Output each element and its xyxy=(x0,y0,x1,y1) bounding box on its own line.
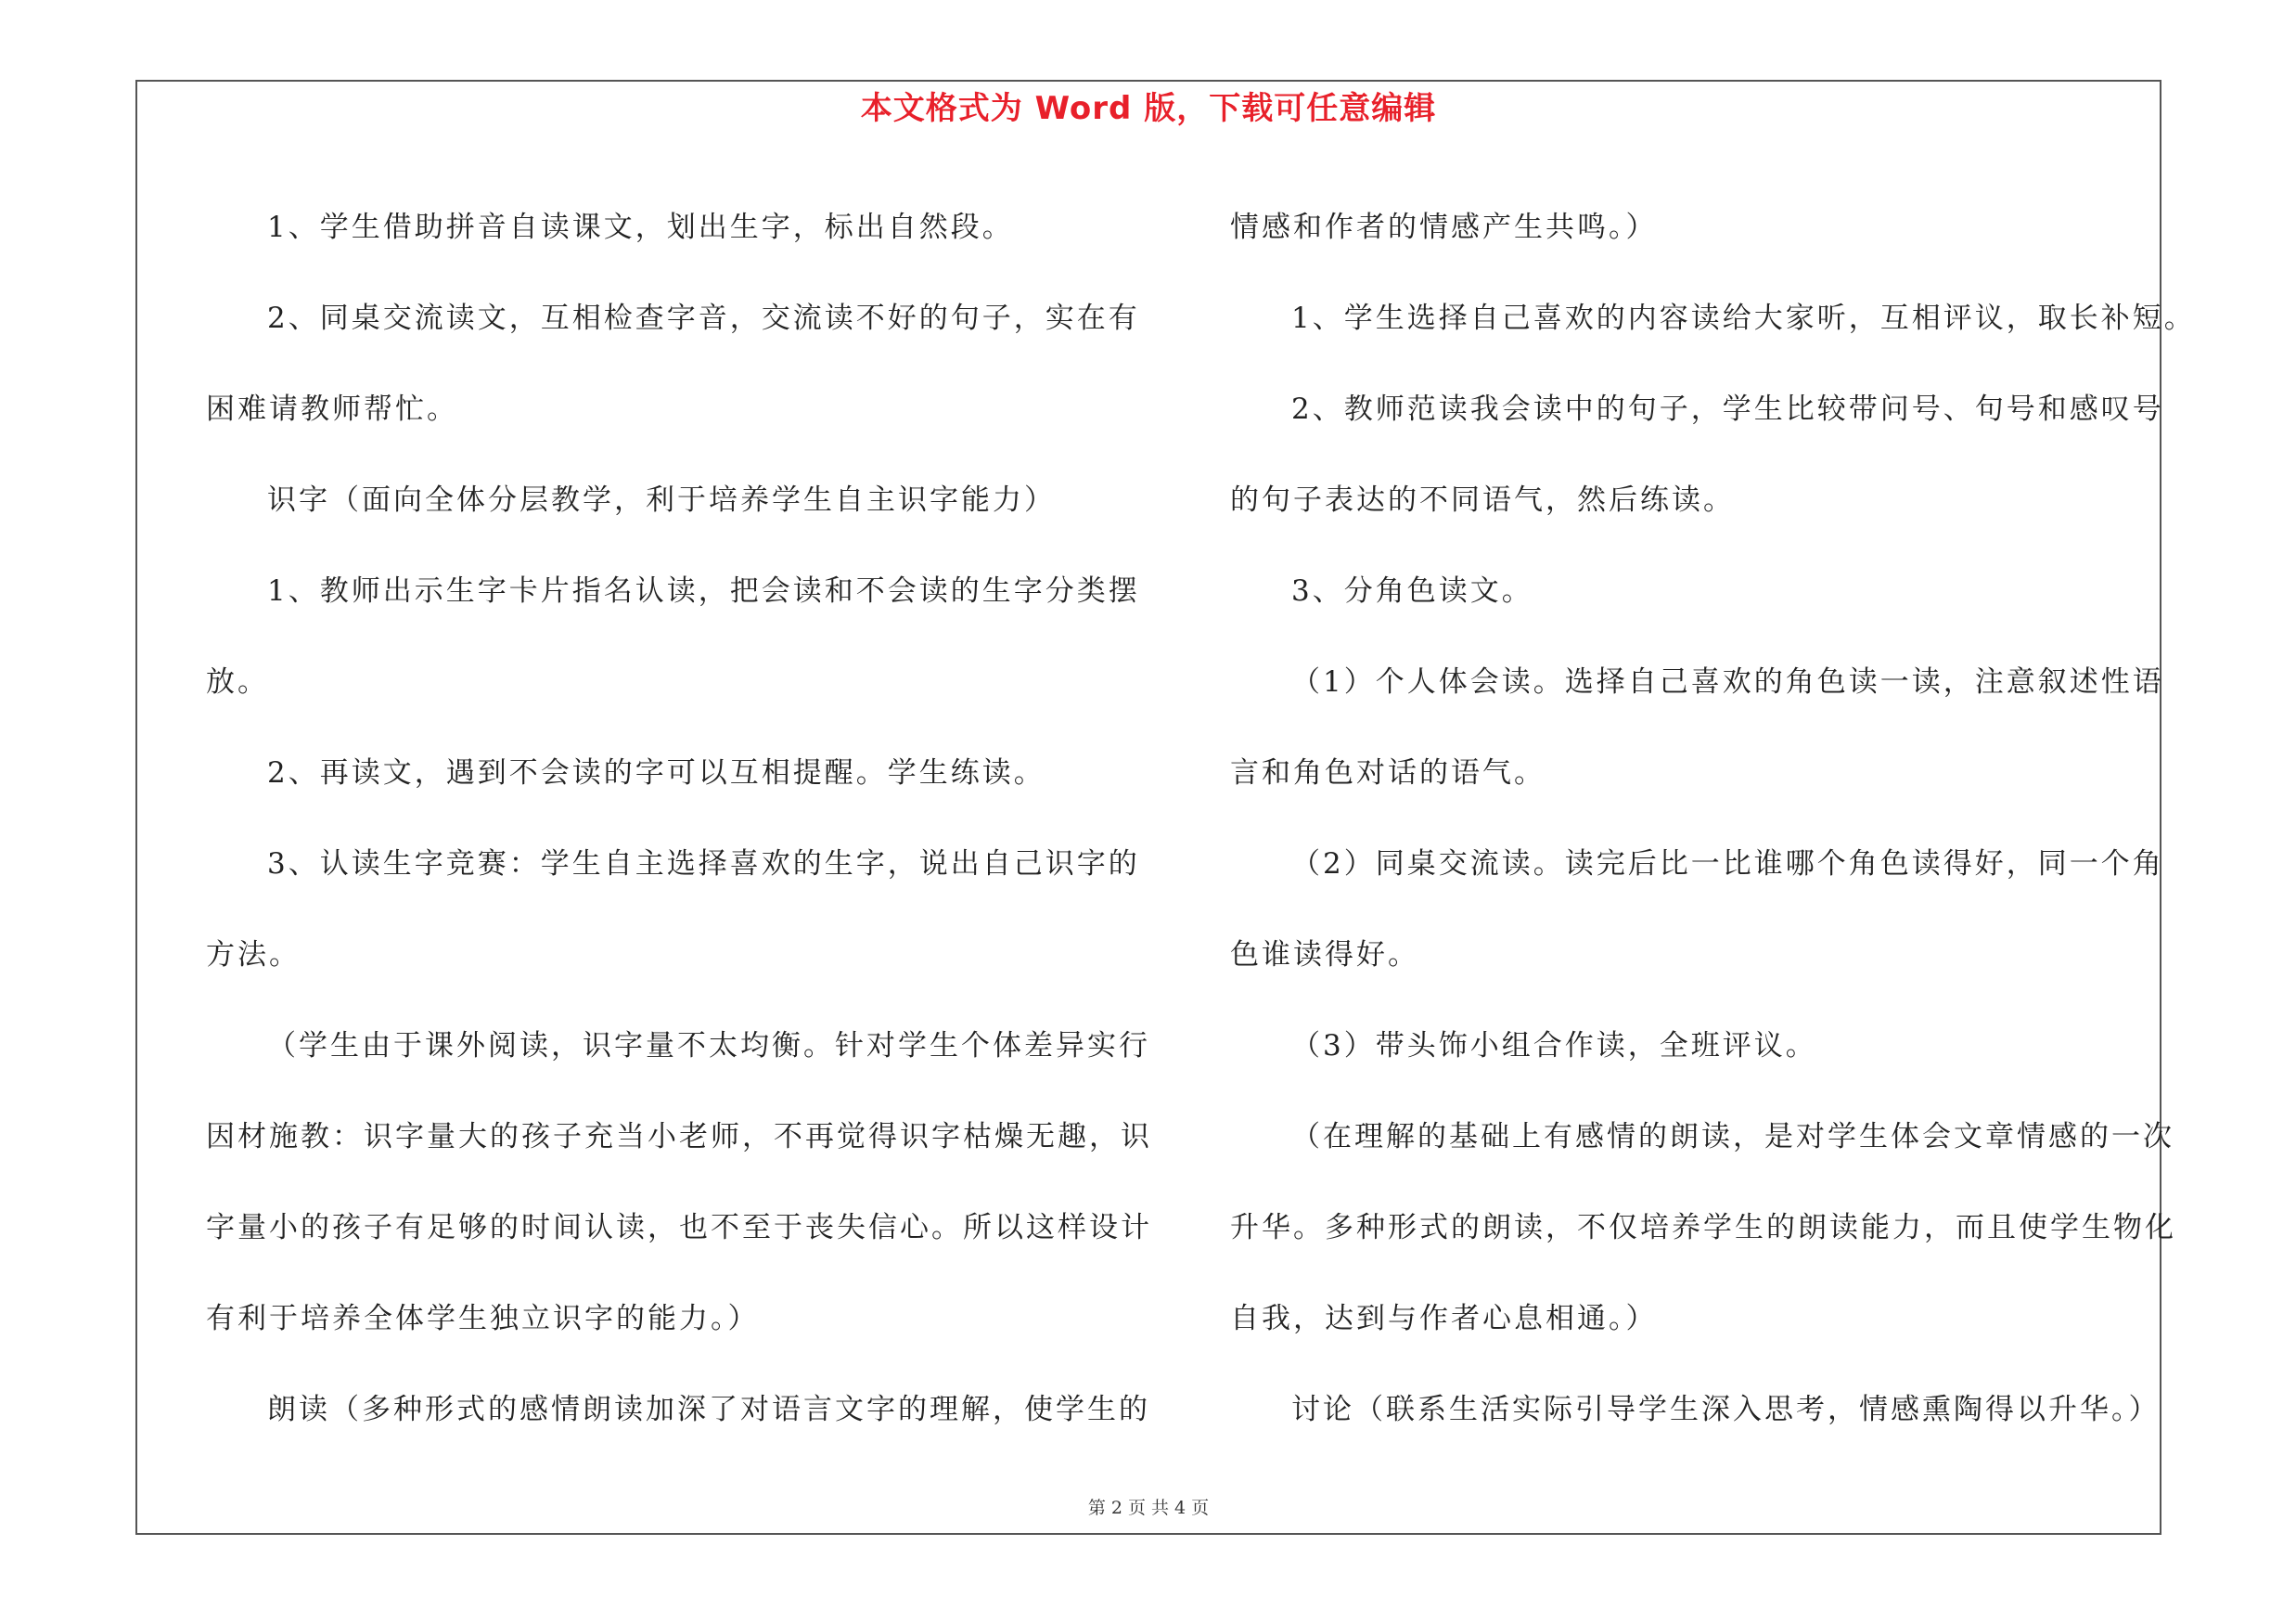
text-line: 讨论（联系生活实际引导学生深入思考，情感熏陶得以升华。） xyxy=(1291,1393,2161,1426)
page-number-footer: 第 2 页 共 4 页 xyxy=(1087,1498,1210,1518)
text-line: 1、学生借助拼音自读课文，划出生字，标出自然段。 xyxy=(267,211,1014,244)
text-line: 方法。 xyxy=(206,938,301,972)
text-line: 1、教师出示生字卡片指名认读，把会读和不会读的生字分类摆 xyxy=(267,574,1140,608)
text-line: 放。 xyxy=(206,665,269,699)
text-line: （在理解的基础上有感情的朗读，是对学生体会文章情感的一次 xyxy=(1291,1120,2174,1153)
text-line: 色谁读得好。 xyxy=(1230,938,1419,972)
text-line: 3、分角色读文。 xyxy=(1291,574,1533,608)
text-line: 2、同桌交流读文，互相检查字音，交流读不好的句子，实在有 xyxy=(267,302,1140,335)
text-line: 的句子表达的不同语气，然后练读。 xyxy=(1230,483,1735,517)
text-line: 因材施教：识字量大的孩子充当小老师，不再觉得识字枯燥无趣，识 xyxy=(206,1120,1152,1153)
text-line: 有利于培养全体学生独立识字的能力。） xyxy=(206,1302,760,1335)
text-line: 字量小的孩子有足够的时间认读，也不至于丧失信心。所以这样设计 xyxy=(206,1211,1152,1244)
left-text-column xyxy=(206,182,1152,1455)
text-line: （3）带头饰小组合作读，全班评议。 xyxy=(1291,1029,1817,1063)
text-line: 2、教师范读我会读中的句子，学生比较带问号、句号和感叹号 xyxy=(1291,393,2164,426)
right-text-column xyxy=(1230,182,2196,1455)
text-line: 3、认读生字竞赛：学生自主选择喜欢的生字，说出自己识字的 xyxy=(267,847,1140,881)
text-line: 言和角色对话的语气。 xyxy=(1230,756,1546,790)
format-notice-banner: 本文格式为 Word 版，下载可任意编辑 xyxy=(860,90,1437,127)
text-line: 升华。多种形式的朗读，不仅培养学生的朗读能力，而且使学生物化 xyxy=(1230,1211,2176,1244)
text-line: 朗读（多种形式的感情朗读加深了对语言文字的理解，使学生的 xyxy=(267,1393,1150,1426)
text-line: 2、再读文，遇到不会读的字可以互相提醒。学生练读。 xyxy=(267,756,1045,790)
text-line: 识字（面向全体分层教学，利于培养学生自主识字能力） xyxy=(267,483,1056,517)
text-line: （2）同桌交流读。读完后比一比谁哪个角色读得好，同一个角 xyxy=(1291,847,2164,881)
text-line: 自我，达到与作者心息相通。） xyxy=(1230,1302,1658,1335)
text-line: 情感和作者的情感产生共鸣。） xyxy=(1230,211,1658,244)
text-line: （1）个人体会读。选择自己喜欢的角色读一读，注意叙述性语 xyxy=(1291,665,2164,699)
text-line: 1、学生选择自己喜欢的内容读给大家听，互相评议，取长补短。 xyxy=(1291,302,2196,335)
text-line: （学生由于课外阅读，识字量不太均衡。针对学生个体差异实行 xyxy=(267,1029,1150,1063)
text-line: 困难请教师帮忙。 xyxy=(206,393,458,426)
